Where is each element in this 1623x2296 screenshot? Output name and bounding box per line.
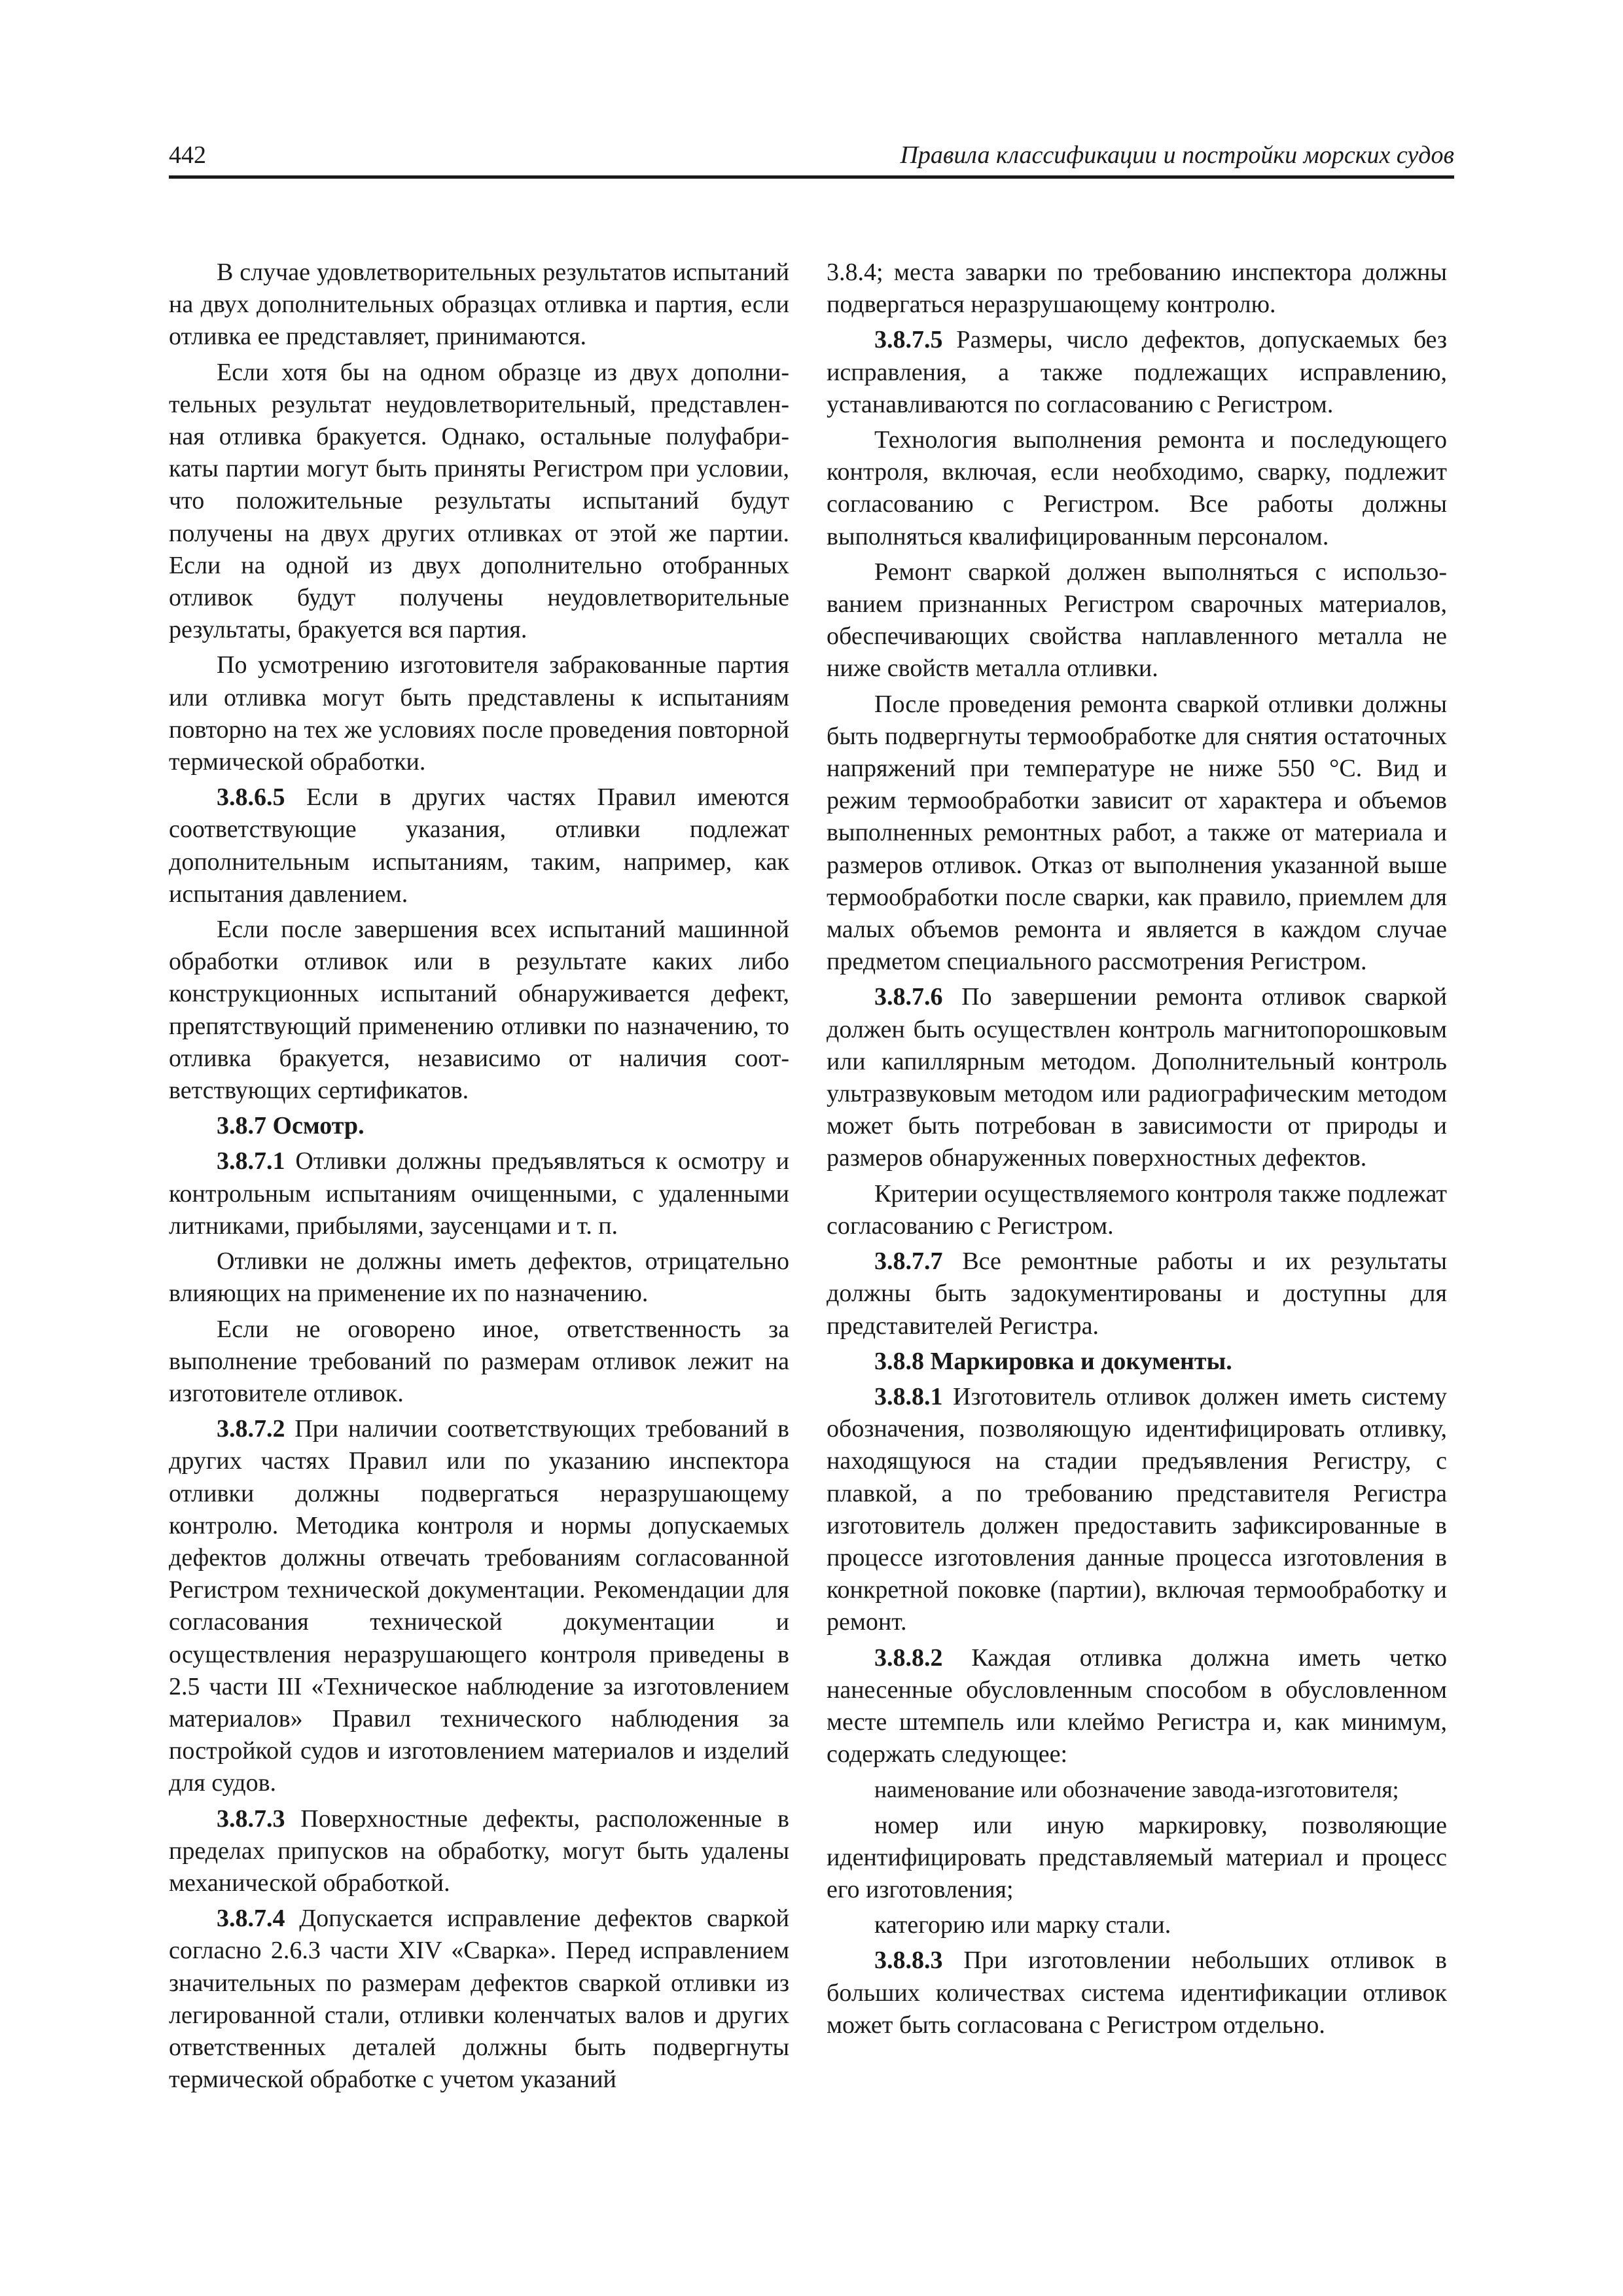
paragraph: После проведения ремонта сваркой отливки должны быть подвергнуты термообработке для снятия остаточных напряжений при температуре не ниже 550 °С. Вид и режим термообработки зависит от характера и объемов выполненных ремонтных работ, а также от материала и размеров отливок. Отказ от выполнения указанной выше термообработки после сварки, как правило, приемлем для малых объемов ремонта и является в каждом случае предметом специального рассмотрения Регистром. xyxy=(827,690,1447,976)
clause-text: Размеры, число дефектов, допускаемых без исправления, а также подлежащих исправлению, устанавливаются по согласованию с Регистром. xyxy=(827,326,1447,418)
paragraph: Ремонт сваркой должен выполняться с использованием признанных Регистром сварочных материалов, обеспечивающих свойства наплавленного металла не ниже свойств металла отливки. xyxy=(827,558,1447,683)
paragraph xyxy=(827,1246,1447,1342)
clause-number: 3.8.7.1 xyxy=(217,1147,285,1175)
paragraph: Критерии осуществляемого контроля также подлежат согласованию с Регистром. xyxy=(827,1179,1447,1240)
clause-number: 3.8.7.5 xyxy=(874,326,943,354)
clause-number: 3.8.7.6 xyxy=(874,983,943,1011)
paragraph: Если после завершения всех испытаний машинной обработки отливок или в результате каких либо конструкционных испытаний обнаруживается дефект, препятствующий применению отливки по назначению, то отливка бракуется, независимо от наличия соответствующих сертификатов. xyxy=(169,916,789,1105)
right-column xyxy=(827,257,1447,2045)
paragraph xyxy=(169,1145,789,1242)
paragraph xyxy=(827,1945,1447,2041)
paragraph: По усмотрению изготовителя забракованные партия или отливка могут быть представлены к испытаниям повторно на тех же условиях после проведения повторной термической обработки. xyxy=(169,651,789,776)
clause-number: 3.8.7.2 xyxy=(217,1415,285,1443)
clause-text: Изготовитель отливок должен иметь систему обозначения, позволяющую идентифицировать отливку, находящуюся на стадии предъявления Регистру, с плавкой, а по требованию представителя Регистра изготовитель должен предоставить зафиксированные в процессе изготовления данные процесса изготовления в конкретной поковке (партии), включая термообработку и ремонт. xyxy=(827,1382,1447,1636)
section-heading: 3.8.8 Маркировка и документы. xyxy=(874,1347,1232,1375)
paragraph xyxy=(169,1413,789,1799)
paragraph: 3.8.4; места заварки по требованию инспектора должны подвергаться неразрушающему контролю. xyxy=(827,259,1447,319)
clause-text: При наличии соответствующих требований в других частях Правил или по указанию инспектора отливки должны подвергаться неразрушающему контролю. Методика контроля и нормы допускаемых дефектов должны отвечать требованиям согласованной Регистром технической документации. Рекомендации для согласования технической документации и осуществления неразрушающего контроля приведены в 2.5 части III «Техническое наблюдение за изготовлением материалов» Правил технического наблюдения за постройкой судов и изготовлением материалов и изделий для судов. xyxy=(169,1415,789,1797)
paragraph xyxy=(169,781,789,910)
clause-text: Каждая отливка должна иметь четко нанесенные обусловленным способом в обусловленном месте штемпель или клеймо Регистра и, как минимум, содержать следующее: xyxy=(827,1643,1447,1768)
clause-text: По завершении ремонта отливок сваркой должен быть осуществлен контроль магнитопорошковым или капиллярным методом. Дополнительный контроль ультразвуковым методом или радиографическим методом может быть потребован в зависимости от природы и размеров обнаруженных поверхностных дефектов. xyxy=(827,983,1447,1172)
list-item: номер или иную маркировку, позволяющие идентифицировать представляемый материал и процесс его изготовления; xyxy=(827,1811,1447,1903)
paragraph: Если не оговорено иное, ответственность за выполнение требований по размерам отливок лежит на изготовителе отливок. xyxy=(169,1315,789,1407)
clause-number: 3.8.7.3 xyxy=(217,1804,285,1833)
paragraph: В случае удовлетворительных результатов испытаний на двух дополнительных образцах отливка и партия, если отливка ее представляет, принимаются. xyxy=(169,259,789,351)
clause-text: При изготовлении небольших отливок в больших количествах система идентификации отливок может быть согласована с Регистром отдельно. xyxy=(827,1946,1447,2039)
clause-text: Если в других частях Правил имеются соответствующие указания, отливки подлежат дополнительным испытаниям, таким, например, как испытания давлением. xyxy=(169,783,789,908)
clause-number: 3.8.8.3 xyxy=(874,1946,943,1975)
paragraph xyxy=(827,981,1447,1174)
clause-text: Все ремонтные работы и их результаты должны быть задокументированы и доступны для представителей Регистра. xyxy=(827,1247,1447,1340)
left-column xyxy=(169,257,789,2099)
paragraph xyxy=(827,1381,1447,1639)
paragraph xyxy=(827,324,1447,421)
paragraph xyxy=(169,1803,789,1900)
clause-number: 3.8.6.5 xyxy=(217,783,285,812)
paragraph: Технология выполнения ремонта и последующего контроля, включая, если необходимо, сварку, подлежит согласованию с Регистром. Все работы должны выполняться квалифицированным персоналом. xyxy=(827,426,1447,550)
clause-number: 3.8.7.7 xyxy=(874,1247,943,1276)
clause-text: Отливки должны предъявляться к осмотру и контрольным испытаниям очищенными, с удаленными литниками, прибылями, заусенцами и т. п. xyxy=(169,1147,789,1240)
paragraph: Если хотя бы на одном образце из двух дополнительных результат неудовлетворительный, представленная отливка бракуется. Однако, остальные полуфабрикаты партии могут быть приняты Регистром при условии, что положительные результаты испытаний будут получены на двух других отливках от этой же партии. Если на одной из двух дополнительно отобранных отливок будут получены неудовлетворительные результаты, бракуется вся партия. xyxy=(169,358,789,644)
page-number: 442 xyxy=(169,141,206,169)
header-rule xyxy=(169,175,1454,179)
clause-text: Допускается исправление дефектов сваркой согласно 2.6.3 части XIV «Сварка». Перед исправлением значительных по размерам дефектов сваркой отливки из легированной стали, отливки коленчатых валов и других ответственных деталей должны быть подвергнуты термической обработке с учетом указаний xyxy=(169,1905,789,2094)
paragraph: Отливки не должны иметь дефектов, отрицательно влияющих на применение их по назначению. xyxy=(169,1247,789,1308)
list-item: наименование или обозначение завода-изготовителя; xyxy=(874,1776,1399,1803)
clause-number: 3.8.8.2 xyxy=(874,1643,943,1672)
paragraph xyxy=(827,1642,1447,1771)
clause-text: Поверхностные дефекты, расположенные в пределах припусков на обработку, могут быть удалены механической обработкой. xyxy=(169,1804,789,1897)
section-heading: 3.8.7 Осмотр. xyxy=(217,1112,365,1140)
paragraph xyxy=(169,1903,789,2096)
running-title: Правила классификации и постройки морских судов xyxy=(900,141,1454,169)
clause-number: 3.8.7.4 xyxy=(217,1905,285,1933)
clause-number: 3.8.8.1 xyxy=(874,1382,943,1410)
list-item: категорию или марку стали. xyxy=(874,1911,1171,1939)
